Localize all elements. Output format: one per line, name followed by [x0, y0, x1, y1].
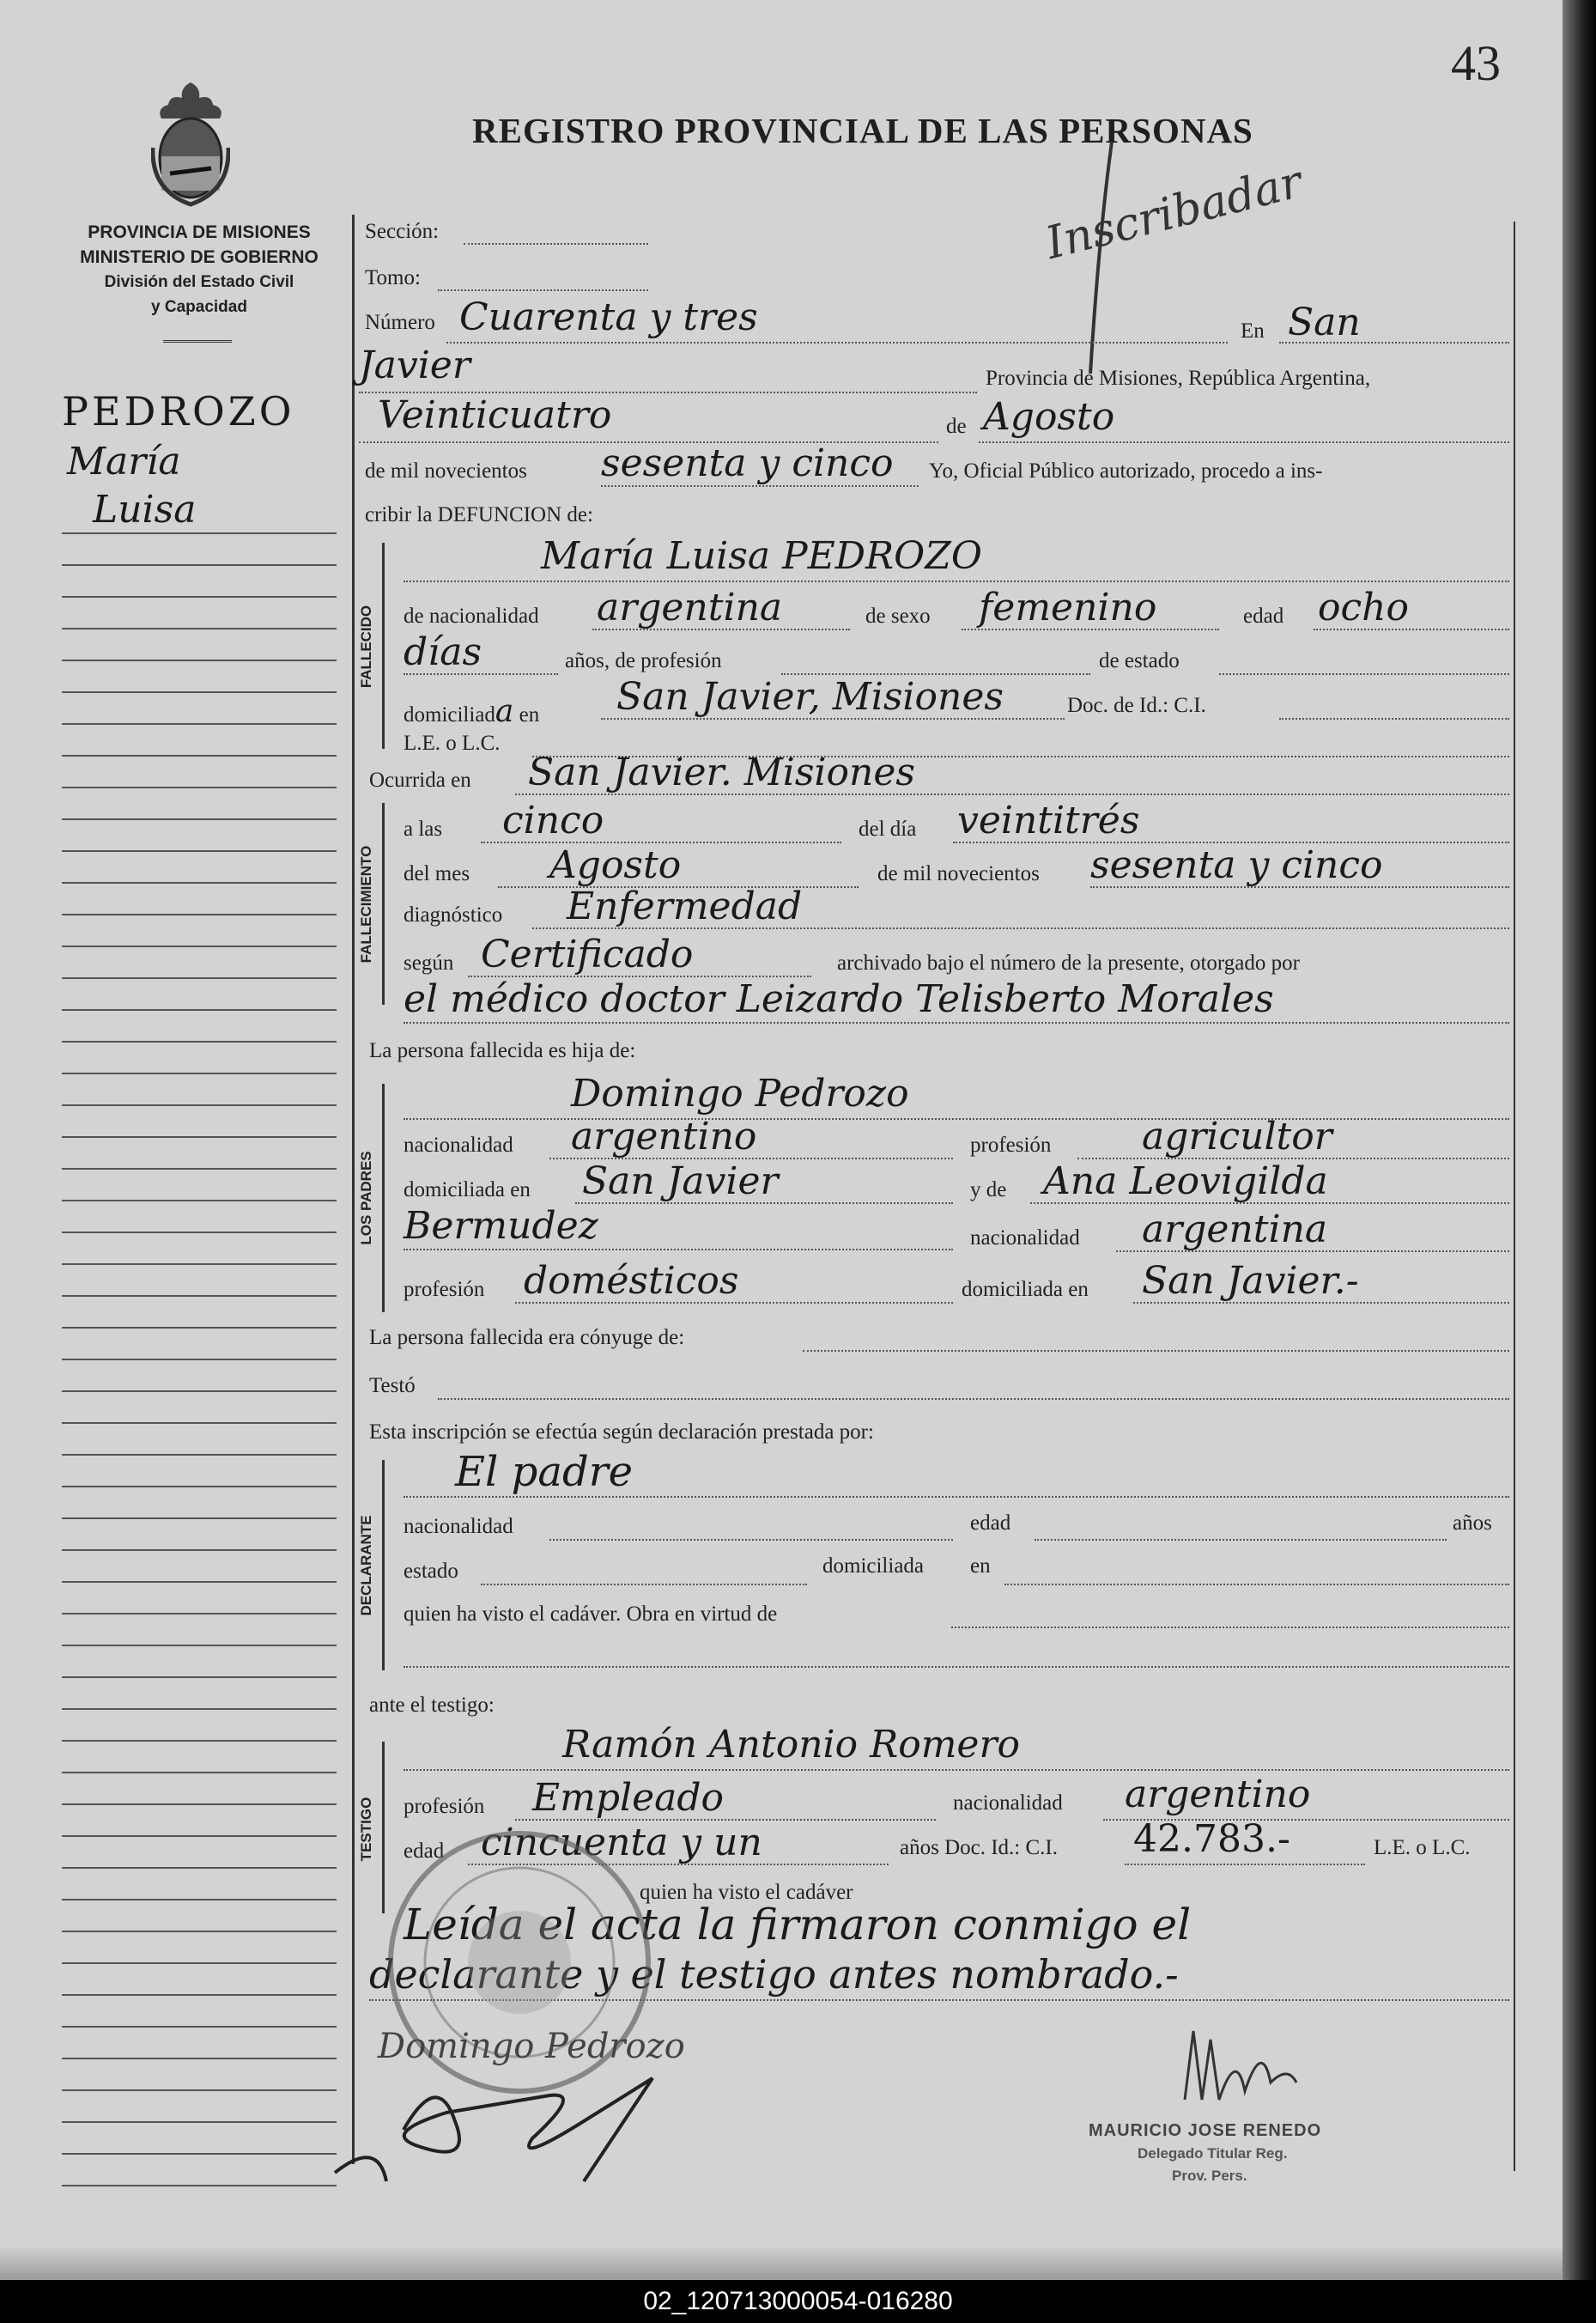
margin-rule: [62, 1422, 337, 1424]
madre-profesion-label: profesión: [404, 1278, 485, 1301]
margin-rule: [62, 1073, 337, 1074]
lugar-value-1: San: [1288, 301, 1361, 344]
anio-label: de mil novecientos: [365, 459, 527, 483]
diagnostico-value: Enfermedad: [567, 885, 803, 928]
margin-rule: [62, 882, 337, 884]
margin-rule: [62, 1835, 337, 1837]
declarante-nacionalidad-label: nacionalidad: [404, 1515, 513, 1538]
page-number: 43: [1451, 35, 1501, 91]
madre-nombre-2: Bermudez: [404, 1204, 598, 1248]
margin-rule: [62, 1772, 337, 1773]
margin-rule: [62, 1708, 337, 1710]
oficial-nombre: MAURICIO JOSE RENEDO: [1089, 2121, 1322, 2140]
madre-nacionalidad-label: nacionalidad: [970, 1226, 1080, 1250]
province-label: PROVINCIA DE MISIONES: [88, 222, 311, 242]
padre-profesion-label: profesión: [970, 1134, 1052, 1157]
margin-rule: [62, 1263, 337, 1265]
madre-domicilio-label: domiciliada en: [962, 1278, 1089, 1301]
margin-rule: [62, 1962, 337, 1964]
margin-rule: [62, 914, 337, 915]
mes-value: Agosto: [549, 843, 682, 887]
madre-nacionalidad: argentina: [1142, 1207, 1328, 1251]
margin-rule: [62, 660, 337, 661]
margin-rule: [62, 787, 337, 788]
provincia-label: Provincia de Misiones, República Argentina,: [986, 367, 1371, 390]
domiciliado-label: domiciliada en: [404, 694, 540, 729]
oficial-cargo: Delegado Titular Reg.: [1138, 2145, 1288, 2162]
testo-label: Testó: [369, 1374, 416, 1397]
diagnostico-label: diagnóstico: [404, 903, 503, 927]
cierre-linea-1: Leída el acta la firmaron conmigo el: [404, 1900, 1192, 1949]
anios-profesion-label: años, de profesión: [565, 649, 722, 672]
testigo-nombre: Ramón Antonio Romero: [562, 1723, 1020, 1767]
margin-rule: [62, 1645, 337, 1646]
margin-rule: [62, 850, 337, 852]
testigo-le-label: L.E. o L.C.: [1374, 1836, 1471, 1859]
sexo-label: de sexo: [865, 605, 931, 628]
y-de-label: y de: [970, 1178, 1007, 1201]
margin-rule: [62, 723, 337, 725]
testigo-doc-value: 42.783.-: [1133, 1817, 1290, 1861]
margin-rule: [62, 596, 337, 598]
declarante-estado-label: estado: [404, 1560, 458, 1583]
margin-rule: [62, 1231, 337, 1233]
declarante-anios-label: años: [1453, 1511, 1492, 1535]
mes-value: Agosto: [983, 395, 1115, 439]
margin-rule: [62, 1549, 337, 1551]
margin-rule: [62, 1676, 337, 1678]
page-title: REGISTRO PROVINCIAL DE LAS PERSONAS: [472, 111, 1253, 150]
margin-rule: [62, 1740, 337, 1742]
margin-rule: [62, 2121, 337, 2123]
margin-rule: [62, 2026, 337, 2028]
margin-rule: [62, 1200, 337, 1201]
madre-nombre-1: Ana Leovigilda: [1043, 1159, 1328, 1203]
margin-rule: [62, 564, 337, 566]
margin-rule: [62, 1009, 337, 1011]
inscribir-label: cribir la DEFUNCION de:: [365, 503, 593, 526]
margin-rule: [62, 1803, 337, 1805]
testigo-profesion: Empleado: [532, 1776, 725, 1820]
declarante-edad-label: edad: [970, 1511, 1011, 1535]
oficial-label: Yo, Oficial Público autorizado, procedo a ins-: [929, 459, 1323, 483]
scan-caption: 02_120713000054-016280: [0, 2280, 1596, 2323]
cierre-linea-2: declarante y el testigo antes nombrado.-: [369, 1951, 1179, 1998]
testigo-nacionalidad-label: nacionalidad: [953, 1791, 1063, 1815]
edad-label: edad: [1243, 605, 1284, 628]
nacionalidad-label: de nacionalidad: [404, 605, 539, 628]
anio-value-2: sesenta y cinco: [1090, 843, 1383, 887]
dia-value: veintitrés: [957, 799, 1140, 842]
testigo-edad-label: edad: [404, 1840, 445, 1863]
declarante-section-label: DECLARANTE: [358, 1514, 374, 1616]
numero-value: Cuarenta y tres: [459, 295, 758, 339]
padre-nacionalidad: argentino: [571, 1115, 757, 1158]
margin-rule: [62, 532, 337, 534]
edad-value-2: días: [404, 630, 482, 674]
testigo-label: ante el testigo:: [369, 1694, 495, 1717]
tomo-label: Tomo:: [365, 266, 421, 289]
margin-rule: [62, 1041, 337, 1043]
division-label-2: y Capacidad: [151, 298, 247, 316]
declaracion-label: Esta inscripción se efectúa según declaración prestada por:: [369, 1420, 874, 1444]
seccion-label: Sección:: [365, 220, 440, 243]
archivado-label: archivado bajo el número de la presente, otorgado por: [837, 952, 1300, 975]
testigo-anios-doc-label: años Doc. Id.: C.I.: [900, 1836, 1058, 1859]
margin-rule: [62, 946, 337, 947]
estado-label: de estado: [1099, 649, 1180, 672]
anio-label-2: de mil novecientos: [877, 862, 1040, 885]
margin-rule: [62, 1867, 337, 1869]
margin-rule: [62, 1931, 337, 1932]
margin-rule: [62, 1104, 337, 1106]
numero-label: Número: [365, 311, 435, 334]
sexo-value: femenino: [979, 586, 1157, 629]
oficial-signature-icon: [1168, 2022, 1314, 2108]
padres-section-label: LOS PADRES: [358, 1151, 374, 1245]
hora-value: cinco: [502, 799, 604, 842]
margin-rule: [62, 818, 337, 820]
fallecido-nombre: María Luisa PEDROZO: [541, 534, 982, 578]
fallecimiento-section-label: FALLECIMIENTO: [358, 845, 374, 963]
division-underline: [163, 340, 232, 343]
domicilio-value: San Javier, Misiones: [616, 675, 1004, 719]
edad-value-1: ocho: [1318, 586, 1409, 629]
anio-value: sesenta y cinco: [601, 441, 894, 485]
margin-rule: [62, 2185, 337, 2186]
declarante-firma: Domingo Pedrozo: [378, 2027, 685, 2066]
declarante-cadaver-label: quien ha visto el cadáver. Obra en virtud de: [404, 1602, 778, 1626]
declarante-nombre: El padre: [455, 1448, 634, 1496]
oficial-prov: Prov. Pers.: [1172, 2168, 1247, 2184]
book-spine-edge: [1563, 0, 1596, 2280]
mes-label: del mes: [404, 862, 470, 885]
declarante-domiciliada-label: domiciliada: [822, 1554, 925, 1578]
margin-rule: [62, 628, 337, 629]
testigo-cadaver-label: quien ha visto el cadáver: [640, 1881, 853, 1904]
madre-profesion: domésticos: [524, 1259, 739, 1303]
en-label: En: [1241, 319, 1265, 343]
margin-rule: [62, 2089, 337, 2091]
le-label: L.E. o L.C.: [404, 732, 501, 755]
testigo-profesion-label: profesión: [404, 1795, 485, 1818]
margin-rule: [62, 755, 337, 757]
coat-of-arms-icon: [151, 79, 230, 208]
padre-domicilio-label: domiciliada en: [404, 1178, 531, 1201]
margin-rule: [62, 1295, 337, 1297]
margin-rule: [62, 1168, 337, 1170]
testigo-section-label: TESTIGO: [358, 1797, 374, 1862]
hija-label: La persona fallecida es hija de:: [369, 1039, 636, 1062]
margin-rule: [62, 2153, 337, 2155]
margin-rule: [62, 1899, 337, 1900]
a-las-label: a las: [404, 818, 443, 841]
fallecido-section-label: FALLECIDO: [358, 605, 374, 688]
padre-nombre: Domingo Pedrozo: [571, 1072, 909, 1116]
dia-label: del día: [859, 818, 917, 841]
margin-rule: [62, 1581, 337, 1583]
dia-value: Veinticuatro: [378, 393, 612, 437]
margin-rule: [62, 2058, 337, 2059]
doc-label: Doc. de Id.: C.I.: [1067, 694, 1206, 717]
madre-domicilio: San Javier.-: [1142, 1259, 1359, 1303]
margin-rule: [62, 1390, 337, 1392]
padre-nacionalidad-label: nacionalidad: [404, 1134, 513, 1157]
segun-value: Certificado: [481, 933, 694, 976]
margin-rule: [62, 691, 337, 693]
nacionalidad-value: argentina: [597, 586, 783, 629]
ocurrida-value: San Javier. Misiones: [528, 751, 915, 794]
right-border-line: [1514, 222, 1515, 2171]
division-label-1: División del Estado Civil: [104, 273, 294, 291]
margin-rule: [62, 1136, 337, 1138]
stamp-word: Inscribadar: [1041, 156, 1308, 270]
margin-rule: [62, 1327, 337, 1329]
ministry-label: MINISTERIO DE GOBIERNO: [80, 247, 319, 267]
testigo-edad: cincuenta y un: [481, 1821, 762, 1864]
ocurrida-label: Ocurrida en: [369, 769, 471, 792]
segun-label: según: [404, 952, 454, 975]
margin-rule: [62, 1517, 337, 1519]
margin-given-1: María: [67, 440, 181, 483]
signature-scribble-icon: [326, 2052, 773, 2190]
lugar-value-2: Javier: [359, 344, 470, 387]
stamp-stroke-icon: [1065, 133, 1133, 382]
margin-given-2: Luisa: [93, 488, 197, 532]
margin-rule: [62, 1454, 337, 1456]
declarante-en-label: en: [970, 1554, 991, 1578]
conyuge-label: La persona fallecida era cónyuge de:: [369, 1326, 685, 1349]
medico-value: el médico doctor Leizardo Telisberto Morales: [404, 977, 1274, 1021]
margin-rule: [62, 1486, 337, 1487]
testigo-nacionalidad: argentino: [1125, 1773, 1311, 1816]
domiciliado-suffix: a: [495, 694, 514, 729]
margin-rule: [62, 977, 337, 979]
padre-profesion: agricultor: [1142, 1115, 1332, 1158]
de-label: de: [946, 415, 967, 438]
margin-rule: [62, 1613, 337, 1615]
margin-surname: PEDROZO: [62, 388, 295, 435]
margin-rule: [62, 1359, 337, 1360]
padre-domicilio: San Javier: [582, 1159, 779, 1203]
margin-rule: [62, 1994, 337, 1996]
